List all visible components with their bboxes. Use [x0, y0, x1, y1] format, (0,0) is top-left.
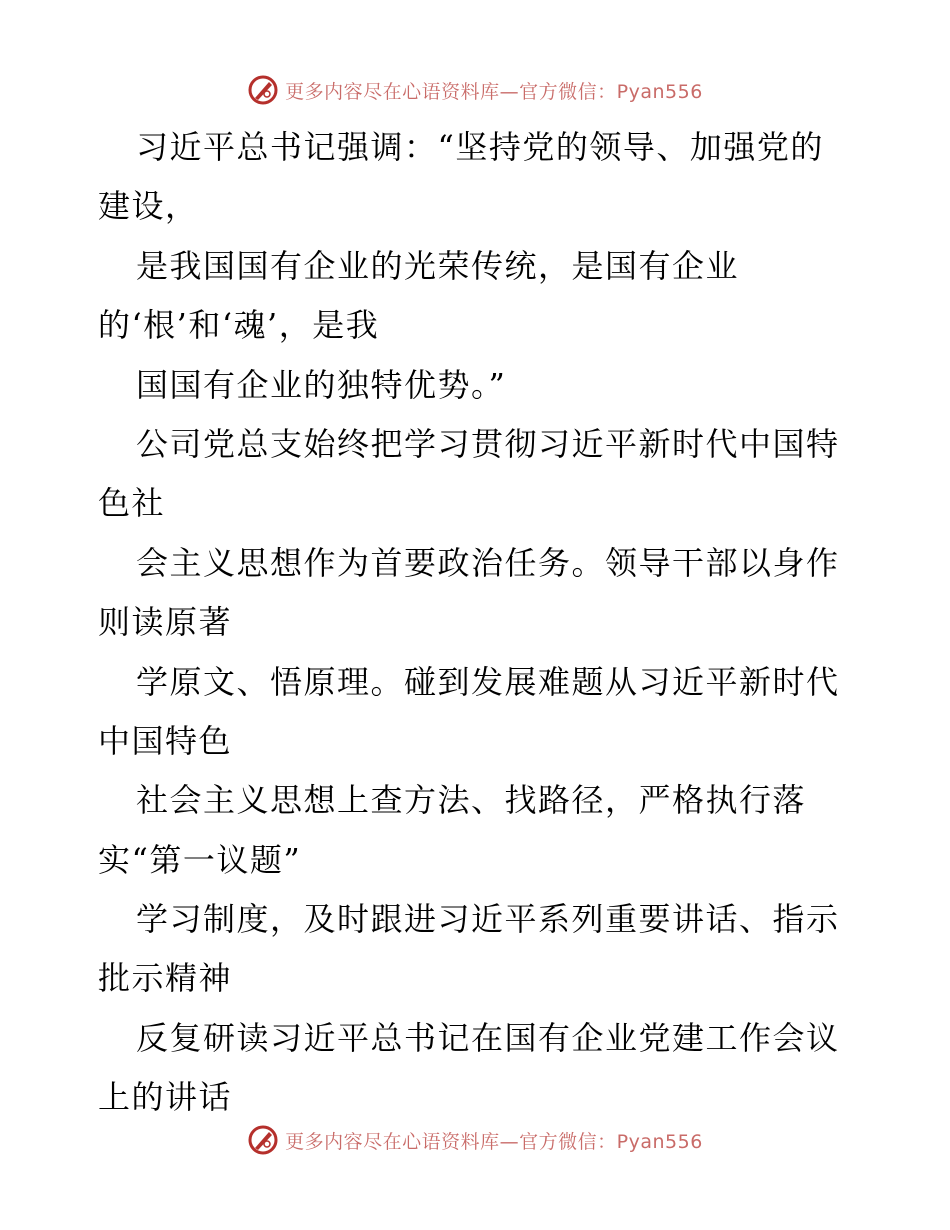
text-line: 色社	[98, 484, 166, 523]
text-line: 社会主义思想上查方法、找路径，严格执行落	[136, 781, 807, 820]
text-line: 国国有企业的独特优势。”	[136, 365, 507, 404]
footer-watermark	[0, 1120, 950, 1160]
watermark-text: 更多内容尽在心语资料库—官方微信：Pyan556	[285, 1130, 703, 1153]
text-line: 学习制度，及时跟进习近平系列重要讲话、指示	[136, 900, 840, 939]
text-line: 是我国国有企业的光荣传统，是国有企业	[136, 246, 740, 285]
text-line: 反复研读习近平总书记在国有企业党建工作会议	[136, 1018, 840, 1057]
text-line: 的‘根’和‘魂’，是我	[98, 306, 380, 345]
text-line: 则读原著	[98, 603, 233, 642]
text-line: 批示精神	[98, 959, 233, 998]
text-line: 上的讲话	[98, 1078, 233, 1117]
text-line: 公司党总支始终把学习贯彻习近平新时代中国特	[136, 424, 840, 463]
text-line: 实“第一议题”	[98, 840, 302, 879]
watermark-text: 更多内容尽在心语资料库—官方微信：Pyan556	[285, 80, 703, 103]
quill-logo-icon	[247, 74, 279, 106]
quill-logo-icon	[247, 1124, 279, 1156]
text-line: 建设，	[98, 187, 199, 226]
header-watermark	[0, 70, 950, 110]
document-body	[98, 118, 858, 1128]
text-line: 中国特色	[98, 721, 233, 760]
text-line: 会主义思想作为首要政治任务。领导干部以身作	[136, 543, 840, 582]
text-line: 学原文、悟原理。碰到发展难题从习近平新时代	[136, 662, 840, 701]
text-line: 习近平总书记强调：“坚持党的领导、加强党的	[136, 128, 824, 166]
